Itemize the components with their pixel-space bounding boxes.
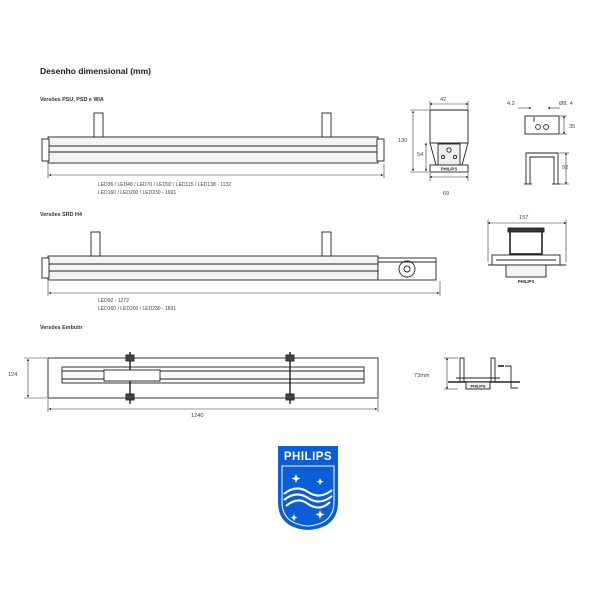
psu-dimension xyxy=(48,164,384,178)
psu-luminaire-front xyxy=(42,113,384,163)
bracket-hole-dim: Ø8. 4 xyxy=(559,101,573,107)
embed-side-brand-text: PHILIPS xyxy=(470,384,486,389)
embed-side-dims xyxy=(444,358,458,389)
philips-logo xyxy=(276,444,340,532)
page-title: Desenho dimensional (mm) xyxy=(40,66,151,76)
section-heading-psu: Versões PSU, PSD e WIA xyxy=(40,97,104,103)
side-bottom-dim: 69 xyxy=(443,191,450,197)
side-top-dim: 42 xyxy=(440,97,447,103)
psu-models-line2: LED160 / LED200 / LED230 - 1691 xyxy=(98,190,177,196)
section-heading-srd: Versões SRD H4 xyxy=(40,212,82,218)
embutir-width-label: 1240 xyxy=(191,413,204,419)
psu-bracket-right xyxy=(322,113,331,137)
side-inner-height-dim: 54 xyxy=(417,152,424,158)
srd-models-line2: LED160 / LED200 / LED230 - 1831 xyxy=(98,306,177,312)
bracket-clip xyxy=(524,153,560,184)
bracket-offset-dim: 4.2 xyxy=(507,101,515,107)
side-profile xyxy=(430,110,468,172)
embutir-luminaire-top xyxy=(48,352,378,404)
srd-side-profile xyxy=(488,228,566,277)
philips-logo-text: PHILIPS xyxy=(283,451,333,463)
srd-side-brand-text: PHILIPS xyxy=(517,279,535,284)
srd-side-width-dim: 157 xyxy=(519,215,529,221)
srd-models-line1: LED92 - 1272 xyxy=(98,298,129,304)
srd-bracket-left xyxy=(91,232,100,256)
bracket-top xyxy=(525,116,559,134)
section-heading-embutir: Versões Embutir xyxy=(40,325,83,331)
srd-dimension xyxy=(48,281,440,296)
srd-bracket-right xyxy=(322,232,331,256)
bracket-top-height-dim: 35 xyxy=(569,124,576,130)
bracket-clip-height-dim: 92 xyxy=(562,165,569,171)
psu-models-line1: LED36 / LED48 / LED70 / LED92 / LED115 / LED138 - 1132 xyxy=(98,182,231,188)
side-profile-brand-text: PHILIPS xyxy=(440,166,458,172)
side-total-height-dim: 130 xyxy=(398,138,408,144)
embed-side-height-dim: 73mm xyxy=(414,373,430,379)
srd-luminaire-front xyxy=(42,232,436,280)
psu-bracket-left xyxy=(94,113,103,137)
embutir-height-label: 124 xyxy=(8,372,18,378)
